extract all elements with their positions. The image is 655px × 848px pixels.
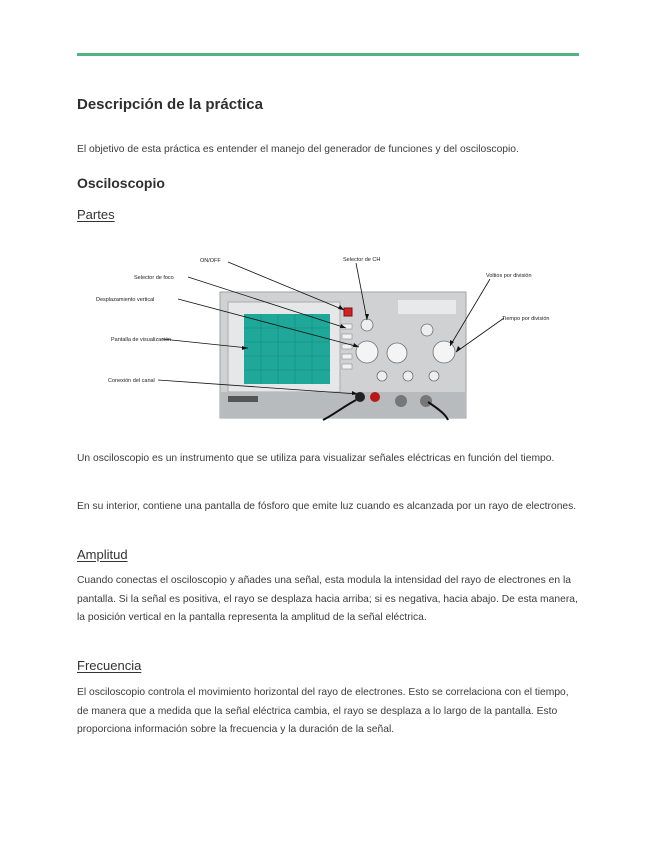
amplitude-paragraph: Cuando conectas el osciloscopio y añades una señal, esta modula la intensidad del rayo de electrones en la pantalla. Si la señal es positiva, el rayo se desplaza hacia arriba; si es negativa, hacia abajo. De esta manera, la posición vertical en la pantalla representa la amplitud de la señal eléctrica.	[77, 575, 578, 623]
subheading-parts: Partes	[77, 207, 115, 222]
label-screen: Pantalla de visualización	[111, 337, 172, 343]
interior-paragraph: En su interior, contiene una pantalla de fósforo que emite luz cuando es alcanzada por un rayo de electrones.	[77, 501, 577, 512]
model-plate	[398, 300, 456, 314]
objective-paragraph: El objetivo de esta práctica es entender el manejo del generador de funciones y del osciloscopio.	[77, 144, 519, 155]
oscilloscope-figure	[88, 252, 568, 422]
subheading-amplitude: Amplitud	[77, 547, 128, 562]
brand-badge	[228, 396, 258, 402]
heading-practice-description: Descripción de la práctica	[77, 96, 263, 113]
power-button	[344, 308, 352, 316]
frequency-paragraph: El osciloscopio controla el movimiento horizontal del rayo de electrones. Esto se correlaciona con el tiempo, de manera que a medida que la señal eléctrica cambia, el rayo se desplaza a lo largo de la pantalla. Esto proporciona información sobre la frecuencia y la duración de la señal.	[77, 687, 569, 735]
definition-paragraph: Un osciloscopio es un instrumento que se utiliza para visualizar señales eléctricas en función del tiempo.	[77, 453, 555, 464]
top-accent-rule	[77, 53, 579, 56]
label-on-off: ON/OFF	[200, 258, 221, 264]
screen-display	[244, 314, 330, 384]
subheading-frequency: Frecuencia	[77, 658, 142, 673]
heading-oscilloscope: Osciloscopio	[77, 175, 165, 191]
label-channel-connection: Conexión del canal	[108, 378, 155, 384]
label-time-per-division: Tiempo por división	[502, 316, 550, 322]
label-ch-selector: Selector de CH	[343, 257, 381, 263]
label-volts-per-division: Voltios por división	[486, 273, 532, 279]
label-focus-selector: Selector de foco	[134, 275, 174, 281]
label-vertical-position: Desplazamiento vertical	[96, 297, 155, 303]
